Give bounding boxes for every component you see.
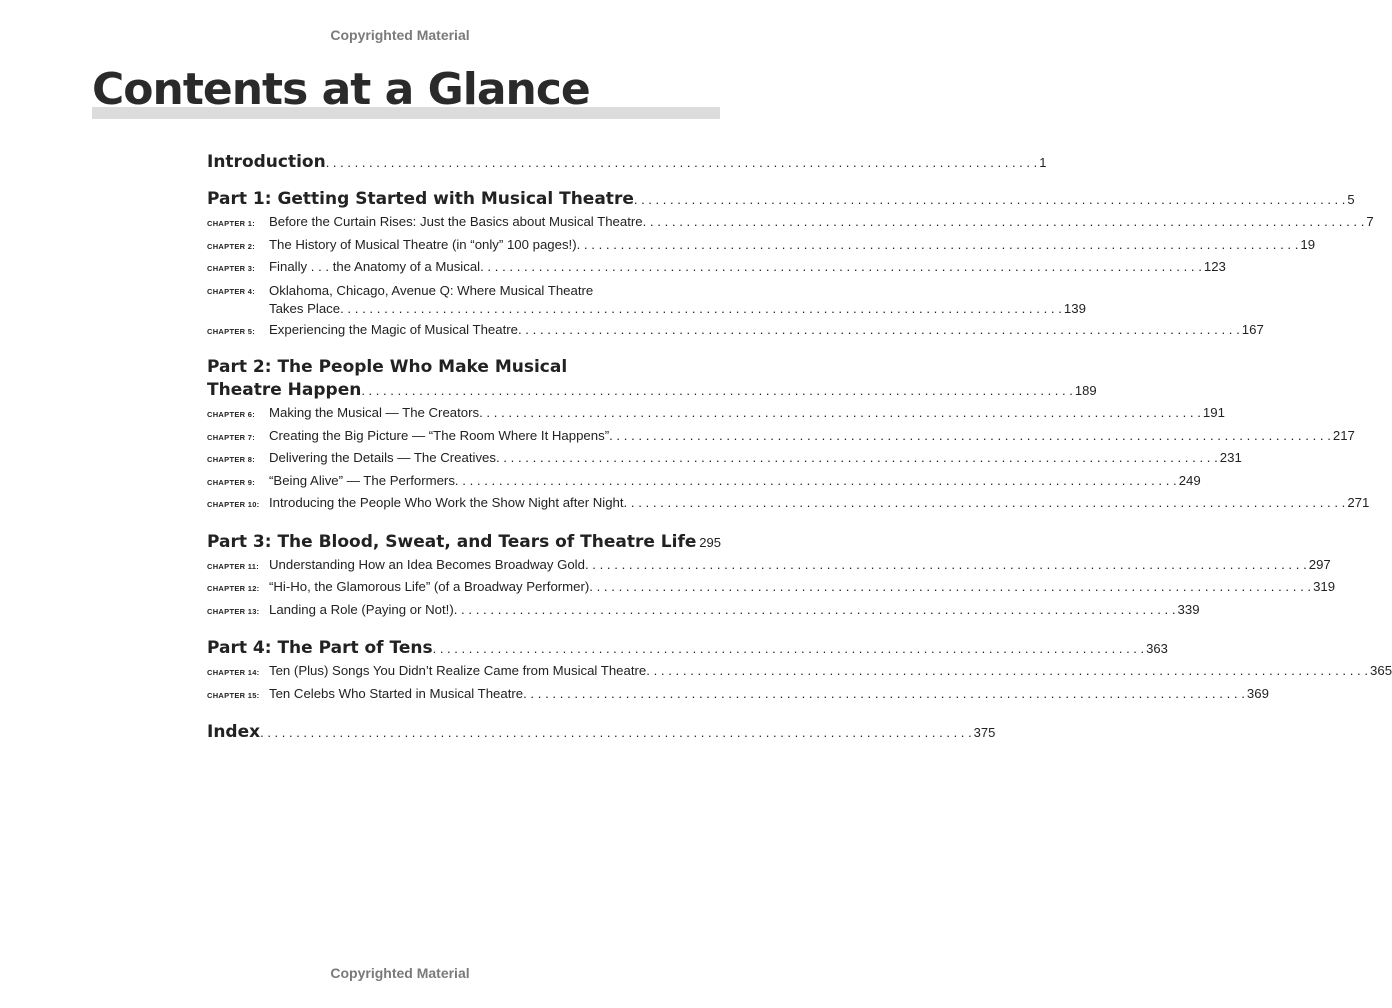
dot-leader (433, 637, 1145, 661)
toc-title: Introduction (207, 152, 326, 172)
dot-leader (480, 257, 1202, 278)
toc-chapter-5[interactable] (207, 320, 1264, 343)
page-title: Contents at a Glance (92, 64, 590, 115)
chapter-number: CHAPTER 2: (207, 241, 256, 251)
dot-leader (260, 721, 972, 745)
chapter-title: Experiencing the Magic of Musical Theatre (269, 321, 518, 337)
chapter-title-line-2: Takes Place (269, 300, 341, 316)
chapter-number: CHAPTER 10: (207, 500, 260, 509)
dot-leader (454, 600, 1176, 621)
chapter-number: CHAPTER 12: (207, 584, 260, 593)
toc-part-2[interactable] (207, 356, 1097, 403)
chapter-title: Landing a Role (Paying or Not!) (269, 601, 454, 617)
toc-page: 1 (1039, 155, 1047, 170)
dot-leader (643, 212, 1365, 233)
chapter-page: 217 (1332, 427, 1355, 443)
part-page: 363 (1146, 641, 1168, 656)
chapter-title: Making the Musical — The Creators (269, 405, 480, 420)
toc-chapter-2[interactable] (207, 235, 1316, 258)
dot-leader (326, 151, 1038, 175)
toc-entry-introduction[interactable] (207, 150, 1047, 175)
chapter-page: 123 (1203, 259, 1226, 274)
toc-chapter-7[interactable] (207, 426, 1355, 449)
dot-leader (589, 577, 1311, 598)
dot-leader (609, 426, 1331, 447)
chapter-page: 19 (1300, 236, 1316, 252)
chapter-title: Introducing the People Who Work the Show Night after Night (269, 495, 624, 510)
toc-chapter-14[interactable] (207, 661, 1392, 684)
dot-leader (496, 448, 1218, 469)
toc-chapter-6[interactable] (207, 403, 1225, 426)
toc-title: Index (207, 722, 261, 742)
chapter-page: 369 (1246, 685, 1269, 701)
chapter-page: 231 (1219, 450, 1242, 465)
dot-leader (361, 379, 1073, 403)
chapter-number: CHAPTER 7: (207, 432, 256, 442)
chapter-title: “Being Alive” — The Performers (269, 472, 455, 488)
dot-leader (518, 320, 1240, 341)
chapter-page: 139 (1063, 300, 1086, 316)
chapter-number: CHAPTER 1: (207, 219, 256, 228)
chapter-page: 271 (1347, 495, 1370, 510)
watermark-top: Copyrighted Material (330, 27, 470, 43)
toc-part-3[interactable] (207, 530, 721, 555)
part-title-line-2: Theatre Happen (207, 380, 362, 400)
table-of-contents (207, 150, 1392, 745)
chapter-title-line-1: Oklahoma, Chicago, Avenue Q: Where Musical Theatre (269, 282, 594, 298)
toc-chapter-3[interactable] (207, 257, 1226, 280)
part-title: Part 4: The Part of Tens (207, 638, 433, 658)
toc-chapter-9[interactable] (207, 471, 1201, 494)
chapter-number: CHAPTER 3: (207, 264, 256, 273)
chapter-number: CHAPTER 4: (207, 286, 256, 296)
chapter-title: Delivering the Details — The Creatives (269, 450, 496, 465)
chapter-page: 365 (1370, 663, 1392, 678)
chapter-number: CHAPTER 15: (207, 690, 260, 700)
toc-chapter-11[interactable] (207, 555, 1331, 578)
part-page: 295 (699, 534, 721, 550)
dot-leader (523, 684, 1245, 705)
chapter-title: Ten Celebs Who Started in Musical Theatre (269, 685, 524, 701)
chapter-title: Before the Curtain Rises: Just the Basics about Musical Theatre (269, 214, 643, 229)
chapter-page: 319 (1313, 579, 1336, 594)
chapter-number: CHAPTER 6: (207, 410, 256, 419)
page-title-block (92, 62, 720, 122)
chapter-title: Finally . . . the Anatomy of a Musical (269, 259, 481, 274)
part-page: 5 (1347, 192, 1355, 207)
dot-leader (479, 403, 1201, 424)
chapter-number: CHAPTER 5: (207, 326, 256, 336)
toc-chapter-8[interactable] (207, 448, 1242, 471)
chapter-page: 167 (1241, 321, 1264, 337)
dot-leader (634, 188, 1346, 212)
toc-part-1[interactable] (207, 187, 1355, 212)
toc-chapter-4[interactable] (207, 282, 1086, 318)
part-page: 189 (1074, 383, 1097, 398)
toc-page: 375 (973, 725, 996, 740)
part-title: Part 1: Getting Started with Musical Theatre (207, 189, 634, 209)
chapter-title: The History of Musical Theatre (in “only” 100 pages!) (269, 236, 577, 252)
toc-chapter-12[interactable] (207, 577, 1336, 600)
chapter-number: CHAPTER 13: (207, 606, 260, 616)
toc-chapter-1[interactable] (207, 212, 1374, 235)
part-title-line-1: Part 2: The People Who Make Musical (207, 357, 568, 377)
dot-leader (624, 493, 1346, 514)
chapter-page: 249 (1178, 472, 1201, 488)
chapter-number: CHAPTER 11: (207, 561, 260, 571)
chapter-number: CHAPTER 8: (207, 455, 256, 464)
chapter-page: 191 (1202, 405, 1225, 420)
chapter-number: CHAPTER 14: (207, 668, 260, 677)
dot-leader (585, 555, 1307, 576)
part-title: Part 3: The Blood, Sweat, and Tears of Theatre Life (207, 531, 697, 552)
dot-leader (577, 235, 1299, 256)
dot-leader (340, 300, 1062, 318)
watermark-bottom: Copyrighted Material (330, 965, 470, 981)
toc-entry-index[interactable] (207, 720, 996, 745)
chapter-page: 297 (1308, 556, 1331, 572)
chapter-title: “Hi-Ho, the Glamorous Life” (of a Broadway Performer) (269, 579, 590, 594)
chapter-page: 339 (1177, 601, 1200, 617)
toc-part-4[interactable] (207, 636, 1168, 661)
chapter-number: CHAPTER 9: (207, 477, 256, 487)
chapter-title: Creating the Big Picture — “The Room Where It Happens” (269, 427, 610, 443)
toc-chapter-15[interactable] (207, 684, 1269, 707)
dot-leader (646, 661, 1368, 682)
chapter-title: Understanding How an Idea Becomes Broadway Gold (269, 556, 585, 572)
toc-chapter-13[interactable] (207, 600, 1200, 623)
chapter-title: Ten (Plus) Songs You Didn’t Realize Came from Musical Theatre (269, 663, 647, 678)
toc-chapter-10[interactable] (207, 493, 1370, 516)
dot-leader (455, 471, 1177, 492)
chapter-page: 7 (1366, 214, 1374, 229)
